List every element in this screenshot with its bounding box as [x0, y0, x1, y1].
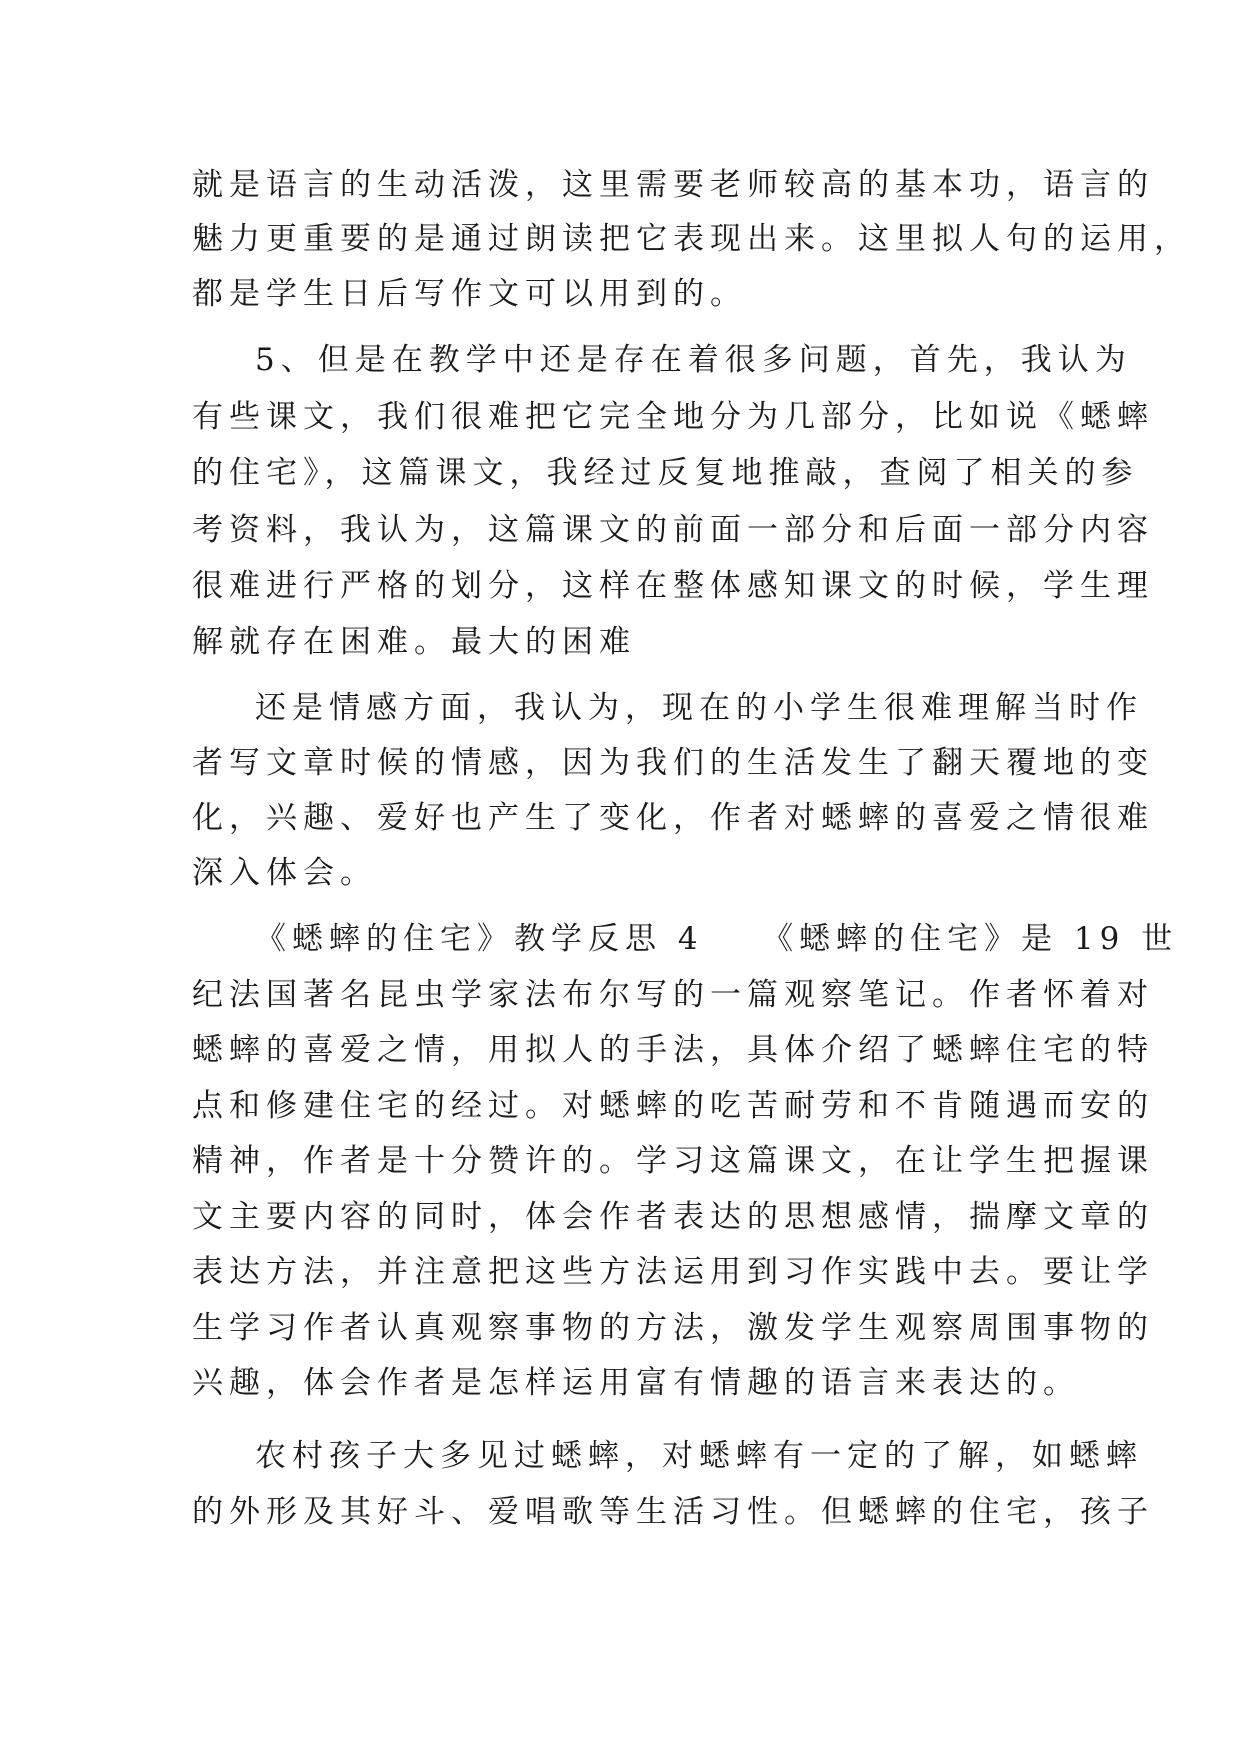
text-line: 考资料，我认为，这篇课文的前面一部分和后面一部分内容 — [192, 512, 1154, 548]
paragraph-start-line: 5、但是在教学中还是存在着很多问题，首先，我认为 — [255, 342, 1132, 378]
paragraph-start-line: 还是情感方面，我认为，现在的小学生很难理解当时作 — [255, 690, 1143, 726]
text-line: 很难进行严格的划分，这样在整体感知课文的时候，学生理 — [192, 568, 1154, 604]
text-line: 的住宅》，这篇课文，我经过反复地推敲，查阅了相关的参 — [192, 455, 1139, 491]
text-line: 兴趣，体会作者是怎样运用富有情趣的语言来表达的。 — [192, 1365, 1080, 1401]
text-line: 文主要内容的同时，体会作者表达的思想感情，揣摩文章的 — [192, 1199, 1154, 1235]
text-line: 都是学生日后写作文可以用到的。 — [192, 276, 747, 312]
text-line: 有些课文，我们很难把它完全地分为几部分，比如说《蟋蟀 — [192, 399, 1154, 435]
section-heading-line: 《蟋蟀的住宅》教学反思 4 《蟋蟀的住宅》是 19 世 — [255, 921, 1179, 957]
text-line: 表达方法，并注意把这些方法运用到习作实践中去。要让学 — [192, 1254, 1154, 1290]
text-line: 就是语言的生动活泼，这里需要老师较高的基本功，语言的 — [192, 167, 1154, 203]
text-line: 者写文章时候的情感，因为我们的生活发生了翻天覆地的变 — [192, 745, 1154, 781]
paragraph-start-line: 农村孩子大多见过蟋蟀，对蟋蟀有一定的了解，如蟋蟀 — [255, 1438, 1143, 1474]
text-line: 的外形及其好斗、爱唱歌等生活习性。但蟋蟀的住宅，孩子 — [192, 1494, 1154, 1530]
text-line: 生学习作者认真观察事物的方法，激发学生观察周围事物的 — [192, 1310, 1154, 1346]
text-line: 解就存在困难。最大的困难 — [192, 624, 636, 660]
text-line: 精神，作者是十分赞许的。学习这篇课文，在让学生把握课 — [192, 1143, 1154, 1179]
text-line: 化，兴趣、爱好也产生了变化，作者对蟋蟀的喜爱之情很难 — [192, 800, 1154, 836]
text-line: 深入体会。 — [192, 855, 377, 891]
text-line: 魅力更重要的是通过朗读把它表现出来。这里拟人句的运用， — [192, 221, 1191, 257]
text-line: 点和修建住宅的经过。对蟋蟀的吃苦耐劳和不肯随遇而安的 — [192, 1088, 1154, 1124]
text-line: 纪法国著名昆虫学家法布尔写的一篇观察笔记。作者怀着对 — [192, 977, 1154, 1013]
text-line: 蟋蟀的喜爱之情，用拟人的手法，具体介绍了蟋蟀住宅的特 — [192, 1032, 1154, 1068]
